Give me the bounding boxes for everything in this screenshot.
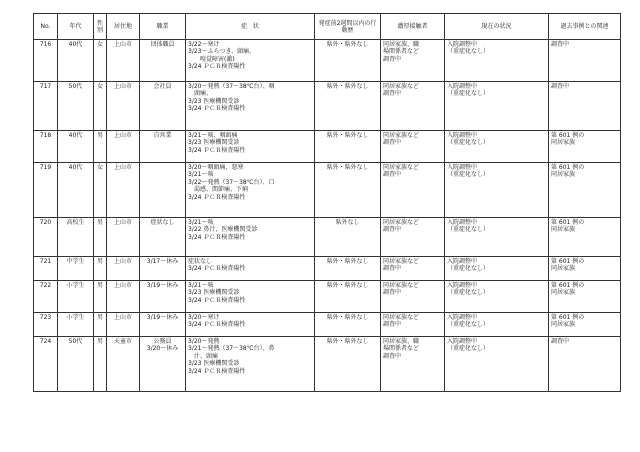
cell-occupation: 公務員 3/20～休み (140, 337, 186, 392)
cell-relation: 調査中 (549, 337, 621, 392)
cell-age: 高校生 (58, 218, 94, 257)
cell-status: 入院調整中 （重症化なし） (445, 82, 549, 131)
cell-travel: 県外・県外なし (315, 257, 381, 281)
cell-travel: 県外・県外なし (315, 82, 381, 131)
cell-occupation: 会社員 (140, 82, 186, 131)
table-row (34, 163, 621, 218)
cell-symptoms: 3/20～寒け 3/24 ＰＣＲ検査陽性 (186, 313, 315, 337)
cell-age: 50代 (58, 337, 94, 392)
cell-relation: 調査中 (549, 40, 621, 82)
cell-relation: 第 601 例の 同居家族 (549, 218, 621, 257)
cell-occupation (140, 163, 186, 218)
cell-residence: 上山市 (107, 218, 140, 257)
case-table (33, 13, 621, 392)
cell-age: 小学生 (58, 313, 94, 337)
cell-travel: 県外・県外なし (315, 131, 381, 163)
cell-sex: 男 (94, 257, 107, 281)
cell-symptoms: 症状なし 3/24 ＰＣＲ検査陽性 (186, 257, 315, 281)
cell-travel: 県外・県外なし (315, 281, 381, 313)
header-row (34, 14, 621, 40)
cell-symptoms: 3/22～寒け 3/23～ふらつき、頭痛、 嗅覚障害(激) 3/24 ＰＣＲ検査陽性 (186, 40, 315, 82)
header-occupation: 職業 (140, 14, 186, 40)
cell-contacts: 同居家族など 調査中 (381, 82, 445, 131)
cell-travel: 県外・県外なし (315, 337, 381, 392)
cell-occupation: 団体職員 (140, 40, 186, 82)
header-symptoms: 症 状 (186, 14, 315, 40)
cell-no: 723 (34, 313, 58, 337)
cell-relation: 第 601 例の 同居家族 (549, 131, 621, 163)
table-row (34, 82, 621, 131)
cell-sex: 男 (94, 281, 107, 313)
header-contacts: 濃厚接触者 (381, 14, 445, 40)
table-row (34, 131, 621, 163)
table-row (34, 281, 621, 313)
table-row (34, 337, 621, 392)
cell-relation: 第 601 例の 同居家族 (549, 257, 621, 281)
table-row (34, 257, 621, 281)
cell-sex: 女 (94, 40, 107, 82)
table-row (34, 40, 621, 82)
cell-occupation: 症状なし (140, 218, 186, 257)
cell-contacts: 同居家族、職 場関係者など 調査中 (381, 40, 445, 82)
cell-status: 入院調整中 （重症化なし） (445, 131, 549, 163)
cell-no: 720 (34, 218, 58, 257)
cell-residence: 上山市 (107, 40, 140, 82)
header-status: 現在の状況 (445, 14, 549, 40)
cell-contacts: 同居家族など 調査中 (381, 257, 445, 281)
cell-contacts: 同居家族など 調査中 (381, 281, 445, 313)
cell-residence: 上山市 (107, 82, 140, 131)
cell-symptoms: 3/21～咳 3/23 医療機関受診 3/24 ＰＣＲ検査陽性 (186, 281, 315, 313)
cell-sex: 女 (94, 82, 107, 131)
cell-residence: 天童市 (107, 337, 140, 392)
cell-sex: 女 (94, 163, 107, 218)
cell-age: 小学生 (58, 281, 94, 313)
cell-relation: 第 601 例の 同居家族 (549, 281, 621, 313)
cell-no: 724 (34, 337, 58, 392)
header-sex: 性別 (94, 14, 107, 40)
cell-no: 718 (34, 131, 58, 163)
cell-residence: 上山市 (107, 163, 140, 218)
cell-travel: 県外・県外なし (315, 163, 381, 218)
cell-status: 入院調整中 （重症化なし） (445, 337, 549, 392)
cell-sex: 男 (94, 337, 107, 392)
cell-relation: 第 601 例の 同居家族 (549, 163, 621, 218)
cell-residence: 上山市 (107, 313, 140, 337)
cell-sex: 男 (94, 313, 107, 337)
cell-status: 入院調整中 （重症化なし） (445, 40, 549, 82)
cell-travel: 県外なし (315, 218, 381, 257)
cell-occupation: 3/17～休み (140, 257, 186, 281)
cell-symptoms: 3/21～咳、咽頭痛 3/23 医療機関受診 3/24 ＰＣＲ検査陽性 (186, 131, 315, 163)
header-relation: 過去事例との関連 (549, 14, 621, 40)
cell-contacts: 同居家族など 調査中 (381, 163, 445, 218)
header-no: No. (34, 14, 58, 40)
cell-contacts: 同居家族など 調査中 (381, 131, 445, 163)
cell-age: 40代 (58, 131, 94, 163)
header-residence: 居住地 (107, 14, 140, 40)
cell-relation: 第 601 例の 同居家族 (549, 313, 621, 337)
cell-no: 722 (34, 281, 58, 313)
cell-sex: 男 (94, 131, 107, 163)
cell-age: 50代 (58, 82, 94, 131)
table-row (34, 313, 621, 337)
cell-contacts: 同居家族など 調査中 (381, 218, 445, 257)
cell-no: 716 (34, 40, 58, 82)
cell-status: 入院調整中 （重症化なし） (445, 281, 549, 313)
cell-no: 719 (34, 163, 58, 218)
cell-sex: 男 (94, 218, 107, 257)
cell-status: 入院調整中 （重症化なし） (445, 257, 549, 281)
cell-residence: 上山市 (107, 131, 140, 163)
cell-contacts: 同居家族など 調査中 (381, 313, 445, 337)
cell-occupation: 自営業 (140, 131, 186, 163)
cell-no: 721 (34, 257, 58, 281)
cell-age: 40代 (58, 40, 94, 82)
header-age: 年代 (58, 14, 94, 40)
cell-age: 中学生 (58, 257, 94, 281)
cell-no: 717 (34, 82, 58, 131)
cell-status: 入院調整中 （重症化なし） (445, 163, 549, 218)
header-travel: 発症前2週間以内の行動歴 (315, 14, 381, 40)
cell-age: 40代 (58, 163, 94, 218)
cell-occupation: 3/19～休み (140, 281, 186, 313)
cell-travel: 県外・県外なし (315, 313, 381, 337)
cell-status: 入院調整中 （重症化なし） (445, 313, 549, 337)
cell-occupation: 3/19～休み (140, 313, 186, 337)
cell-travel: 県外・県外なし (315, 40, 381, 82)
cell-residence: 上山市 (107, 281, 140, 313)
cell-contacts: 同居家族、職 場関係者など 調査中 (381, 337, 445, 392)
cell-symptoms: 3/20～咽頭痛、悪寒 3/21～咳 3/22～発熱（37～38℃台）、口 渇感、関節痛、下痢 3/24 ＰＣＲ検査陽性 (186, 163, 315, 218)
cell-symptoms: 3/20～発熱 3/21～発熱（37～38℃台）、鼻 汁、頭痛 3/23 医療機関受診 3/24 ＰＣＲ検査陽性 (186, 337, 315, 392)
cell-symptoms: 3/20～発熱（37～38℃台）、咽 頭痛、 3/23 医療機関受診 3/24 ＰＣＲ検査陽性 (186, 82, 315, 131)
cell-relation: 調査中 (549, 82, 621, 131)
cell-residence: 上山市 (107, 257, 140, 281)
cell-symptoms: 3/21～咳 3/22 鼻汁、医療機関受診 3/24 ＰＣＲ検査陽性 (186, 218, 315, 257)
table-row (34, 218, 621, 257)
cell-status: 入院調整中 （重症化なし） (445, 218, 549, 257)
